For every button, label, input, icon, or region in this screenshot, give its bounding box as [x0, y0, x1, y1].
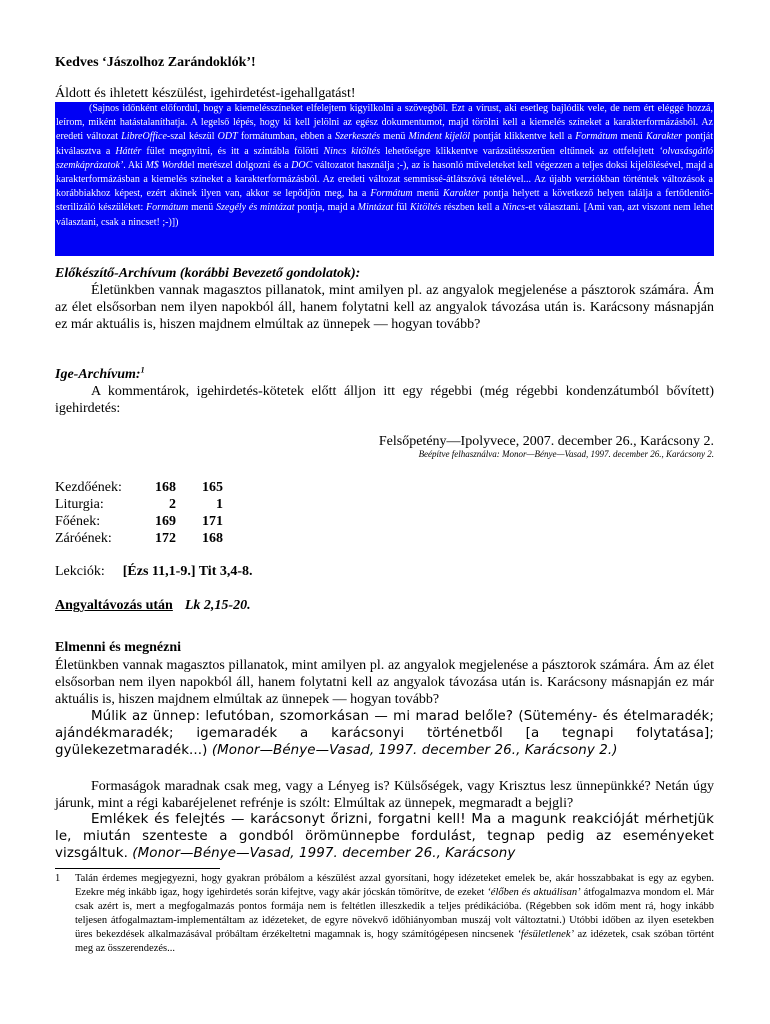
lessons-line: [55, 563, 253, 580]
greeting: Kedves ‘Jászolhoz Zarándoklók’!: [55, 55, 256, 70]
song-number-b: 168: [202, 531, 223, 546]
table-row: [55, 479, 223, 496]
table-row: [55, 513, 223, 530]
sermon-paragraph-3: Formaságok maradnak csak meg, vagy a Lényeg is? Külsőségek, vagy Krisztus lesz ünnepünkké? Netán úgy járunk, mint a régi kabaréjelenet refrénje is szólt: Elmúltak az ünnepek, megmaradt a bejgli?: [55, 779, 714, 811]
lessons-refs: [Ézs 11,1-9.] Tit 3,4-8.: [122, 564, 253, 579]
sermon-paragraph-2: Múlik az ünnep: lefutóban, szomorkásan — mi marad belőle? (Sütemény- és ételmaradék; ajándékmaradék; igemaradék a karácsonyi történetből [a tegnapi folytatása]; gyülekezetmaradék...) (Monor—Bénye—Vasad, 1997. december 26., Karácsony 2.): [55, 709, 714, 758]
song-number-b: 165: [202, 480, 223, 495]
song-label: Kezdőének:: [55, 480, 122, 495]
footnote-text: Talán érdemes megjegyezni, hogy gyakran próbálom a készülést azzal gyorsítani, hogy idézeteket emelek be, akár hosszabbakat is egy az egyben. Ezekre még inkább igaz, hogy igehirdetés során kifejtve, vagy akár jócskán tömörítve, de ezeket ‘élőben és aktuálisan’ átfogalmazva mondom el. Már csak azért is, mert a megfogalmazás pontos formája nem is feltétlen illeszkedik a teljes prédikációba. (Régebben sok időm ment rá, hogy inkább teljesen átfogalmaztam-implementáltam az idézeteket, de egyre növekvő időhiányomban muszáj volt változtatni.) Utóbbi időben az ilyen esetekben üres bekezdések alkalmazásával próbáltam érzékeltetni magamnak is, hogy számítógépesen nincsenek ‘fésületlenek’ az idézetek, csak szóban történt meg az összerendezés...: [75, 873, 714, 954]
preface-title: Előkészítő-Archívum (korábbi Bevezető gondolatok):: [55, 266, 361, 281]
blessing-line: Áldott és ihletett készülést, igehirdetést-igehallgatást!: [55, 86, 356, 101]
preface-text: Életünkben vannak magasztos pillanatok, mint amilyen pl. az angyalok megjelenése a pásztorok számára. Ám az élet elsősorban nem ilyen napokból áll, hanem folytatni kell az angyalok távozása után is. Karácsony másnapján ez már aktuális is, hiszen majdnem elmúltak az ünnepek — hogyan tovább?: [55, 283, 714, 332]
song-number-a: 169: [155, 514, 176, 529]
footnote-mark: 1: [55, 873, 61, 884]
song-number-b: 171: [202, 514, 223, 529]
song-label: Főének:: [55, 514, 101, 529]
sermon-source: (Monor—Bénye—Vasad, 1997. december 26., Karácsony 2.): [211, 743, 618, 758]
text-reference: [55, 597, 251, 614]
song-number-a: 2: [169, 497, 176, 512]
table-row: [55, 530, 223, 547]
table-row: [55, 496, 223, 513]
song-number-a: 172: [155, 531, 176, 546]
song-number-b: 1: [216, 497, 223, 512]
sermon-heading: Elmenni és megnézni: [55, 640, 181, 655]
source-note: Beépítve felhasználva: Monor—Bénye—Vasad, 1997. december 26., Karácsony 2.: [418, 449, 714, 459]
text-ref: Lk 2,15-20.: [184, 598, 251, 613]
notice-paragraph: (Sajnos időnként előfordul, hogy a kiemelésszíneket elfelejtem kigyilkolni a szövegből. Ezt a vírust, aki esetleg bajlódik vele, de nem ért eléggé hozzá, leírom, miként hatástalaníthatja. A legelső lépés, hogy ki kell jelölni az egész dokumentumot, majd törölni kell a kiemelés színeket a karakterformázásból. Az eredeti változat LibreOffice-szal készül ODT formátumban, ebben a Szerkesztés menü Mindent kijelöl pontját klikkentve kell a Formátum menü Karakter pontját kiválasztva a Háttér fület megnyitni, és itt a színtábla fölötti Nincs kitöltés lehetőségre klikkentve varázsütésszerűen eltűnnek az ottfelejtett ‘olvasásgátló szemkáprázatok’. Aki M$ Worddel merészel dolgozni és a DOC változatot használja ;-), az is hasonló műveleteket kell végezzen a teljes doksi kijelölésével, majd a karakterformázásban a kiemelés színeket a karakterformázásból. Az eredeti változat semmissé-átlátszóvá tételével... Az újabb verziókban történtek változások a korábbiakhoz képest, ezért akinek ilyen van, akkor se lepődjön meg, ha a Formátum menü Karakter pontja helyett a következő helyen találja a fertőtlenítő-sterilizáló készüléket: Formátum menü Szegély és mintázat pontja, majd a Mintázat fül Kitöltés részben kell a Nincs-et választani. [Ami van, azt viszont nem lehet választani, csak a nincset! ;-)]): [56, 103, 714, 228]
footnote-ref[interactable]: 1: [140, 365, 145, 375]
archive-text: A kommentárok, igehirdetés-kötetek előtt álljon itt egy régebbi (még régebbi kondenzátumból bővített) igehirdetés:: [55, 384, 714, 416]
song-label: Záróének:: [55, 531, 112, 546]
footnote-divider: [55, 868, 220, 869]
place-date: Felsőpetény—Ipolyvece, 2007. december 26., Karácsony 2.: [378, 434, 714, 449]
sermon-source: (Monor—Bénye—Vasad, 1997. december 26., Karácsony: [132, 846, 516, 861]
songs-table: [55, 479, 223, 547]
sermon-paragraph-1: Életünkben vannak magasztos pillanatok, mint amilyen pl. az angyalok megjelenése a pásztorok számára. Ám az élet elsősorban nem ilyen napokból áll, hanem folytatni kell az angyalok távozása után is. Karácsony másnapján ez már aktuális is, hiszen majdnem elmúltak az ünnepek — hogyan tovább?: [55, 658, 714, 707]
song-number-a: 168: [155, 480, 176, 495]
lessons-label: Lekciók:: [55, 564, 105, 579]
archive-title: Ige-Archívum:$^1$: [55, 365, 145, 382]
song-label: Liturgia:: [55, 497, 104, 512]
text-title: Angyaltávozás után: [55, 598, 173, 613]
highlight-notice: [55, 102, 714, 256]
sermon-paragraph-4: Emlékek és felejtés — karácsonyt őrizni, forgatni kell! Ma a magunk reakcióját mérhetjük le, miután szenteste a gondból örömünnepbe fordulást, tegnap pedig az eseményeket vizsgáltuk. (Monor—Bénye—Vasad, 1997. december 26., Karácsony: [55, 812, 714, 861]
